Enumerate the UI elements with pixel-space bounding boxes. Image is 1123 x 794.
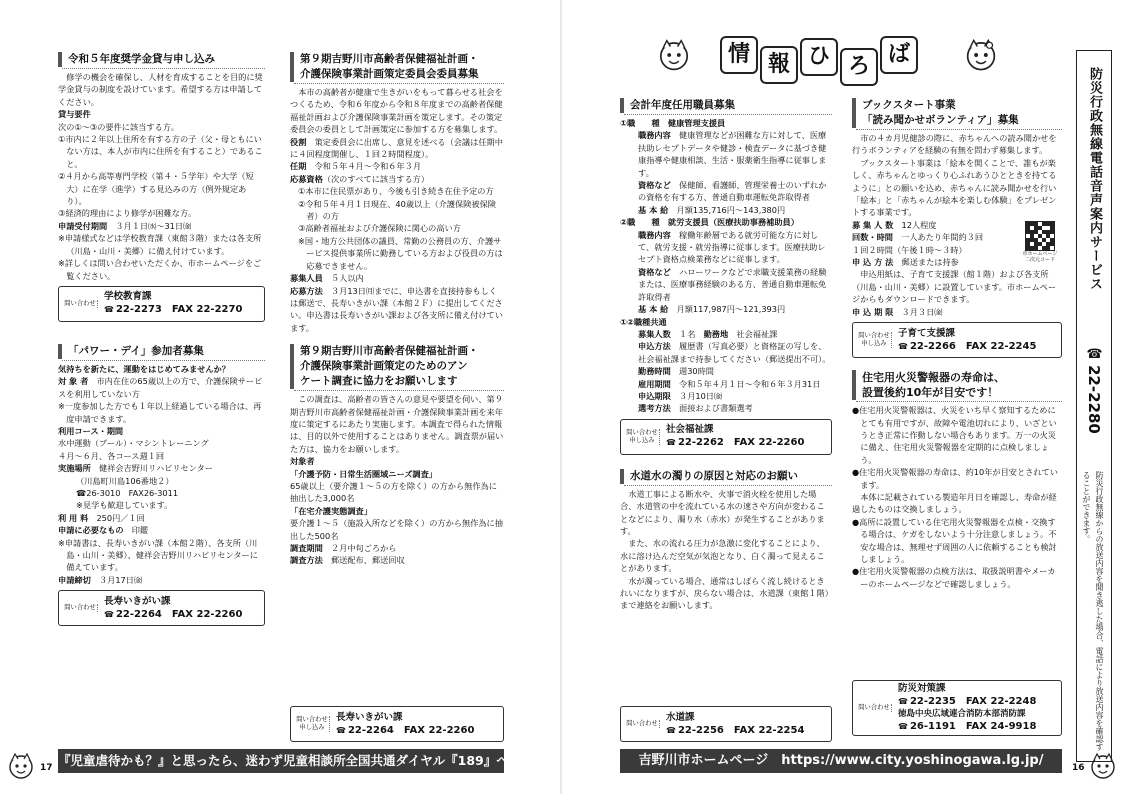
contact-phone-2: ☎ 26-1191 FAX 24-9918 xyxy=(898,721,1037,732)
committee-qual3: ③高齢者福祉および介護保険に関心の高い方 xyxy=(298,223,461,234)
header-char-1: 情 xyxy=(720,36,758,74)
contact-name-1: 防災対策課 xyxy=(898,683,946,694)
water-heading: 水道水の濁りの原因と対応のお願い xyxy=(620,469,832,484)
contact-tag: 問い合わせ 申し込み xyxy=(625,429,660,445)
water-article xyxy=(620,469,832,612)
job2-pay: 基 本 給 月額117,987円～121,393円 xyxy=(638,304,786,315)
page-number: 17 xyxy=(40,763,53,773)
bookstart-freq: 回数・時間 一人あたり年間約３回 xyxy=(852,232,984,243)
committee-intro: 本市の高齢者が健康で生きがいをもって暮らせる社会をつくるため、令和６年度から令和８年度までの高齢者保健福祉計画および介護保険事業計画を策定します。その策定委員会の委員として計画策定に参加する方を募集します。 xyxy=(290,87,503,135)
power-day-place-addr: （川島町川島106番地２） xyxy=(76,475,174,486)
alarm-heading: 住宅用火災警報器の寿命は、 設置後約10年が目安です！ xyxy=(852,370,1062,400)
water-contact-wrap xyxy=(620,702,832,746)
radio-service-phone: 22‐2280 xyxy=(1085,365,1103,434)
scholarship-note2: ※詳しくは問い合わせいただくか、市ホームページをご覧ください。 xyxy=(58,258,262,281)
job2-type: ②職 種 就労支援員（医療扶助事務補助員） xyxy=(620,217,799,228)
phone-icon: ☎ xyxy=(336,725,346,735)
scholarship-note1: ※申請様式などは学校教育課（東館３階）または各支所（川島・山川・美郷）に備え付けています。 xyxy=(58,233,262,256)
contact-phone: ☎ 22-2264 FAX 22-2260 xyxy=(336,724,475,736)
alarm-contact-wrap xyxy=(852,676,1062,740)
alarm-b2b: 本体に記載されている製造年月日を確認し、寿命が経過したものは交換しましょう。 xyxy=(852,491,1057,515)
alarm-b4: ●住宅用火災警報器の点検方法は、取扱説明書やメーカーのホームページなどで確認しましょう。 xyxy=(852,566,1056,589)
scholarship-contact xyxy=(58,286,265,322)
phone-icon: ☎ xyxy=(666,438,676,448)
mascot-icon xyxy=(6,752,36,780)
common-label: ①②職種共通 xyxy=(620,316,667,327)
committee-qual1: ①本市に住民票があり、今後も引き続き在住予定の方 xyxy=(298,186,494,197)
staff-hours: 勤務時間 週30時間 xyxy=(638,366,714,377)
contact-tag: 問い合わせ xyxy=(625,720,660,728)
committee-qual: 応募資格（次のすべてに該当する方） xyxy=(290,173,430,184)
bookstart-p3: 申込用紙は、子育て支援課（館１階）および各支所（川島・山川・美郷）に設置しています。市ホームページからもダウンロードできます。 xyxy=(852,269,1057,305)
job1-qual: 資格など 保健師、看護師、管理栄養士のいずれかの資格を有する方、普通自動車運転免許取得者 xyxy=(638,180,827,203)
staff-select: 選考方法 面接および書類選考 xyxy=(638,403,753,414)
bookstart-deadline: 申 込 期 限 ３月３日㈮ xyxy=(852,306,943,317)
survey-contact xyxy=(290,706,504,742)
committee-count: 募集人員 ５人以内 xyxy=(290,273,364,284)
job1-type: ①職 種 健康管理支援員 xyxy=(620,118,726,128)
staff-contact xyxy=(620,419,832,455)
header-char-4: ろ xyxy=(840,48,878,86)
child-abuse-banner: 『児童虐待かも？』と思ったら、迷わず児童相談所全国共通ダイヤル『189』へ連絡を！ xyxy=(58,749,504,773)
bookstart-contact xyxy=(852,322,1062,358)
qr-code-icon xyxy=(1025,221,1055,251)
alarm-b1: ●住宅用火災警報器は、火災をいち早く察知するためにとても有用ですが、故障や電池切れにより、いざというとき正常に作動しない場合もあります。万一の火災に備え、住宅用火災警報器を定期的に点検しましょう。 xyxy=(852,405,1057,465)
homepage-banner: 吉野川市ホームページ https://www.city.yoshinogawa.lg.jp/ xyxy=(620,749,1062,773)
scholarship-req1: ①市内に２年以上住所を有する方の子（父・母ともにいない方は、本人が市内に住所を有すること）であること。 xyxy=(58,134,263,169)
phone-icon: ☎ xyxy=(898,341,908,351)
contact-name: 水道課 xyxy=(666,711,695,723)
left-page xyxy=(0,0,561,794)
survey-target-label: 対象者 xyxy=(290,456,315,467)
header-char-5: ば xyxy=(880,36,918,74)
power-day-course: 水中運動（プール）・マシントレーニング xyxy=(58,438,209,449)
contact-name: 社会福祉課 xyxy=(666,424,714,436)
bookstart-p2: ブックスタート事業は「絵本を開くことで、誰もが楽しく、赤ちゃんとゆっくり心ふれあうひとときを持てるように」との願いを込め、赤ちゃんに読み聞かせを行い「絵本」と「赤ちゃんが絵本を楽しむ体験」をプレゼントする事業です。 xyxy=(852,157,1057,218)
scholarship-req3: ③経済的理由により修学が困難な方。 xyxy=(58,208,197,219)
bookstart-heading: ブックスタート事業 「読み聞かせボランティア」募集 xyxy=(852,98,1062,128)
scholarship-intro: 修学の機会を確保し、人材を育成することを目的に奨学金貸与の制度を設けています。希望する方は申請してください。 xyxy=(58,72,263,107)
power-day-bring: 申請に必要なもの 印鑑 xyxy=(58,525,149,536)
phone-icon: ☎ xyxy=(898,697,908,706)
staff-term: 雇用期間 令和５年４月１日～令和６年３月31日 xyxy=(638,378,821,389)
page-number: 16 xyxy=(1072,763,1085,773)
radio-phone-service-box xyxy=(1076,50,1112,762)
phone-icon: ☎ xyxy=(104,305,114,315)
survey-intro: この調査は、高齢者の皆さんの意見や要望を伺い、第９期吉野川市高齢者保健福祉計画・介護保険事業計画を来年度に策定するにあたり実施します。本調査で得られた情報は、目的以外で使用することはありません。調査票が届いた方は、協力をお願いします。 xyxy=(290,394,504,454)
committee-qual-note: ※国・地方公共団体の議員、常勤の公務員の方、介護サービス提供事業所に勤務している方および役員の方は応募できません。 xyxy=(298,235,503,271)
bookstart-p1: 市の４カ月児健診の際に、赤ちゃんへの読み聞かせを行うボランティアを経験の有無を問わず募集します。 xyxy=(852,133,1057,156)
bookstart-method: 申 込 方 法 郵送または持参 xyxy=(852,257,959,268)
water-p1: 水道工事による断水や、火事で消火栓を使用した場合、水道管の中を流れている水の速さや方向が変わることなどにより、濁り水（赤水）が発生することがあります。 xyxy=(620,488,825,536)
bookstart-article xyxy=(852,98,1062,358)
scholarship-req2: ②４月から高等専門学校（第４・５学年）や大学（短大）に在学（進学）する見込みの方（例外規定あり）。 xyxy=(58,171,254,207)
phone-icon: ☎ xyxy=(666,725,676,735)
scholarship-heading: 令和５年度奨学金貸与申し込み xyxy=(58,52,265,67)
contact-phone: ☎ 22-2273 FAX 22-2270 xyxy=(104,304,243,316)
water-p2: また、水の流れる圧力が急激に変化することにより、水に溶け込んだ空気が気泡となり、白く濁って見えることがあります。 xyxy=(620,538,825,574)
right-column-2 xyxy=(852,98,1062,598)
right-page xyxy=(562,0,1123,794)
power-day-target-note: ※一度参加した方でも１年以上経過している場合は、再度申請できます。 xyxy=(58,401,262,424)
contact-phone: ☎ 22-2256 FAX 22-2254 xyxy=(666,724,805,736)
phone-icon: ☎ xyxy=(898,722,908,731)
bookstart-count: 募 集 人 数 12人程度 xyxy=(852,219,937,230)
survey-heading: 第９期吉野川市高齢者保健福祉計画・ 介護保険事業計画策定のためのアン ケート調査に協力をお願いします xyxy=(290,344,504,389)
committee-role: 役割 策定委員会に出席し、意見を述べる（会議は任期中に４回程度開催し、１回２時間程度）。 xyxy=(290,136,503,160)
contact-phone-1: ☎ 22-2235 FAX 22-2248 xyxy=(898,696,1037,707)
survey-s1-title: 「介護予防・日常生活圏域ニーズ調査」 xyxy=(290,468,437,479)
contact-name: 長寿いきがい課 xyxy=(104,595,171,607)
survey-s2-text: 要介護１～５（施設入所などを除く）の方から無作為に抽出した500名 xyxy=(290,518,503,541)
scholarship-period: 申請受付期間 ３月１日㈬～31日㈮ xyxy=(58,220,192,231)
mascot-icon xyxy=(656,38,692,72)
job1-pay: 基 本 給 月額135,716円～143,380円 xyxy=(638,204,786,215)
power-day-place-phone: ☎26-3010 FAX26-3011 xyxy=(76,487,179,498)
power-day-place-note: ※見学も歓迎しています。 xyxy=(76,500,173,511)
power-day-course-label: 利用コース・期間 xyxy=(58,425,124,436)
contact-tag: 問い合わせ 申し込み xyxy=(295,716,330,732)
committee-method: 応募方法 ３月13日㈪までに、申込書を直接持参もしくは郵送で、長寿いきがい課（本館２Ｆ）に提出してください。申込書は長寿いきがい課および各支所に備え付けています。 xyxy=(290,285,503,333)
scholarship-article xyxy=(58,52,265,322)
power-day-contact xyxy=(58,590,265,626)
bookstart-time: １回２時間（午後１時～３時） xyxy=(852,244,967,255)
job2-work: 職務内容 稼働年齢層である就労可能な方に対して、就労支援・就労指導に従事します。医療扶助レセプト資格点検業務などに従事します。 xyxy=(638,229,826,265)
power-day-deadline: 申請締切 ３月17日㈮ xyxy=(58,574,143,585)
qr-block xyxy=(1020,221,1060,263)
staff-heading: 会計年度任用職員募集 xyxy=(620,98,832,113)
contact-phone: ☎ 22-2262 FAX 22-2260 xyxy=(666,437,805,449)
job1-work: 職務内容 健康管理などが困難な方に対して、医療扶助レセプトデータや健診・検査データに基づき健康指導や健康相談、生活・服薬衛生指導に従事します。 xyxy=(638,130,827,178)
qr-label: 市ホームページ 二次元コード xyxy=(1022,250,1058,263)
radio-service-title: 防災行政無線電話音声案内サービス xyxy=(1087,67,1102,291)
power-day-lead: 気持ちを新たに、運動をはじめてみませんか？ xyxy=(58,363,230,374)
scholarship-req-label: 貸与要件 xyxy=(58,109,91,120)
survey-contact-wrap xyxy=(290,702,504,746)
alarm-article xyxy=(852,370,1062,590)
left-column-2 xyxy=(290,52,504,575)
contact-name: 子育て支援課 xyxy=(898,327,956,339)
left-column-1 xyxy=(58,52,265,634)
survey-method: 調査方法 郵送配布、郵送回収 xyxy=(290,555,405,566)
contact-phone: ☎ 22-2264 FAX 22-2260 xyxy=(104,608,243,620)
contact-name: 長寿いきがい課 xyxy=(336,711,403,723)
header-char-3: ひ xyxy=(800,38,838,76)
contact-phone: ☎ 22-2266 FAX 22-2245 xyxy=(898,340,1037,352)
committee-article xyxy=(290,52,504,334)
job2-qual: 資格など ハローワークなどで求職支援業務の経験または、医療事務経験のある方、普通自動車運転免許取得者 xyxy=(638,266,827,302)
staff-apply: 申込方法 履歴書（写真必要）と資格証の写しを、社会福祉課まで持参してください（郵送提出不可）。 xyxy=(638,341,831,364)
survey-period: 調査期間 ２月中旬ごろから xyxy=(290,543,397,553)
power-day-course-period: ４月～６月、各コース週１回 xyxy=(58,450,165,461)
contact-tag: 問い合わせ 申し込み xyxy=(857,332,892,348)
contact-tag: 問い合わせ xyxy=(857,704,892,712)
radio-service-note: 防災行政無線からの放送内容を聞き逃した場合、電話により放送内容を確認することができます。 xyxy=(1082,471,1104,751)
bookstart-details xyxy=(852,219,1062,269)
alarm-b2: ●住宅用火災警報器の寿命は、約10年が目安とされています。 xyxy=(852,467,1058,490)
scholarship-req-intro: 次の①～③の要件に該当する方。 xyxy=(58,121,180,132)
power-day-target: 対 象 者 市内在住の65歳以上の方で、介護保険サービスを利用していない方 xyxy=(58,376,263,399)
power-day-form-note: ※申請書は、長寿いきがい課（本館２階）、各支所（川島・山川・美郷）、健祥会吉野川リハビリセンターに備えています。 xyxy=(58,537,258,573)
staff-deadline: 申込期限 ３月10日㈮ xyxy=(638,390,723,401)
committee-heading: 第９期吉野川市高齢者保健福祉計画・ 介護保険事業計画策定委員会委員募集 xyxy=(290,52,504,82)
contact-tag: 問い合わせ xyxy=(63,604,98,612)
phone-icon: ☎ xyxy=(1087,347,1102,362)
power-day-article xyxy=(58,344,265,626)
survey-article xyxy=(290,344,504,567)
mascot-girl-icon xyxy=(962,38,1000,72)
phone-icon: ☎ xyxy=(104,609,114,619)
power-day-place: 実施場所 健祥会吉野川リハビリセンター xyxy=(58,463,213,474)
water-p3: 水が濁っている場合、通常はしばらく流し続けるときれいになりますが、戻らない場合は、水道課（東館１階）まで連絡をお願いします。 xyxy=(620,575,829,611)
alarm-b3: ●高所に設置している住宅用火災警報器を点検・交換する場合は、ケガをしないよう十分注意しましょう。不安な場合は、無理せず周囲の人に依頼することも検討しましょう。 xyxy=(852,516,1057,564)
survey-s1-text: 65歳以上（要介護１～５の方を除く）の方から無作為に抽出した3,000名 xyxy=(290,480,497,504)
survey-s2-title: 「在宅介護実態調査」 xyxy=(290,505,372,516)
contact-name-2: 徳島中央広域連合消防本部消防課 xyxy=(898,709,1026,719)
contact-name: 学校教育課 xyxy=(104,291,152,303)
contact-tag: 問い合わせ xyxy=(63,300,98,308)
staff-count: 募集人数 １名 勤務地 社会福祉課 xyxy=(638,328,778,339)
power-day-fee: 利 用 料 250円／１回 xyxy=(58,512,145,523)
alarm-contact xyxy=(852,680,1062,736)
water-contact xyxy=(620,706,832,742)
committee-term: 任期 令和５年４月～令和６年３月 xyxy=(290,161,422,172)
right-column-1 xyxy=(620,98,832,620)
header-char-2: 報 xyxy=(760,46,798,84)
committee-qual2: ②令和５年４月１日現在、40歳以上（介護保険被保険者）の方 xyxy=(298,198,496,222)
power-day-heading: 「パワー・デイ」参加者募集 xyxy=(58,344,265,359)
staff-article xyxy=(620,98,832,455)
